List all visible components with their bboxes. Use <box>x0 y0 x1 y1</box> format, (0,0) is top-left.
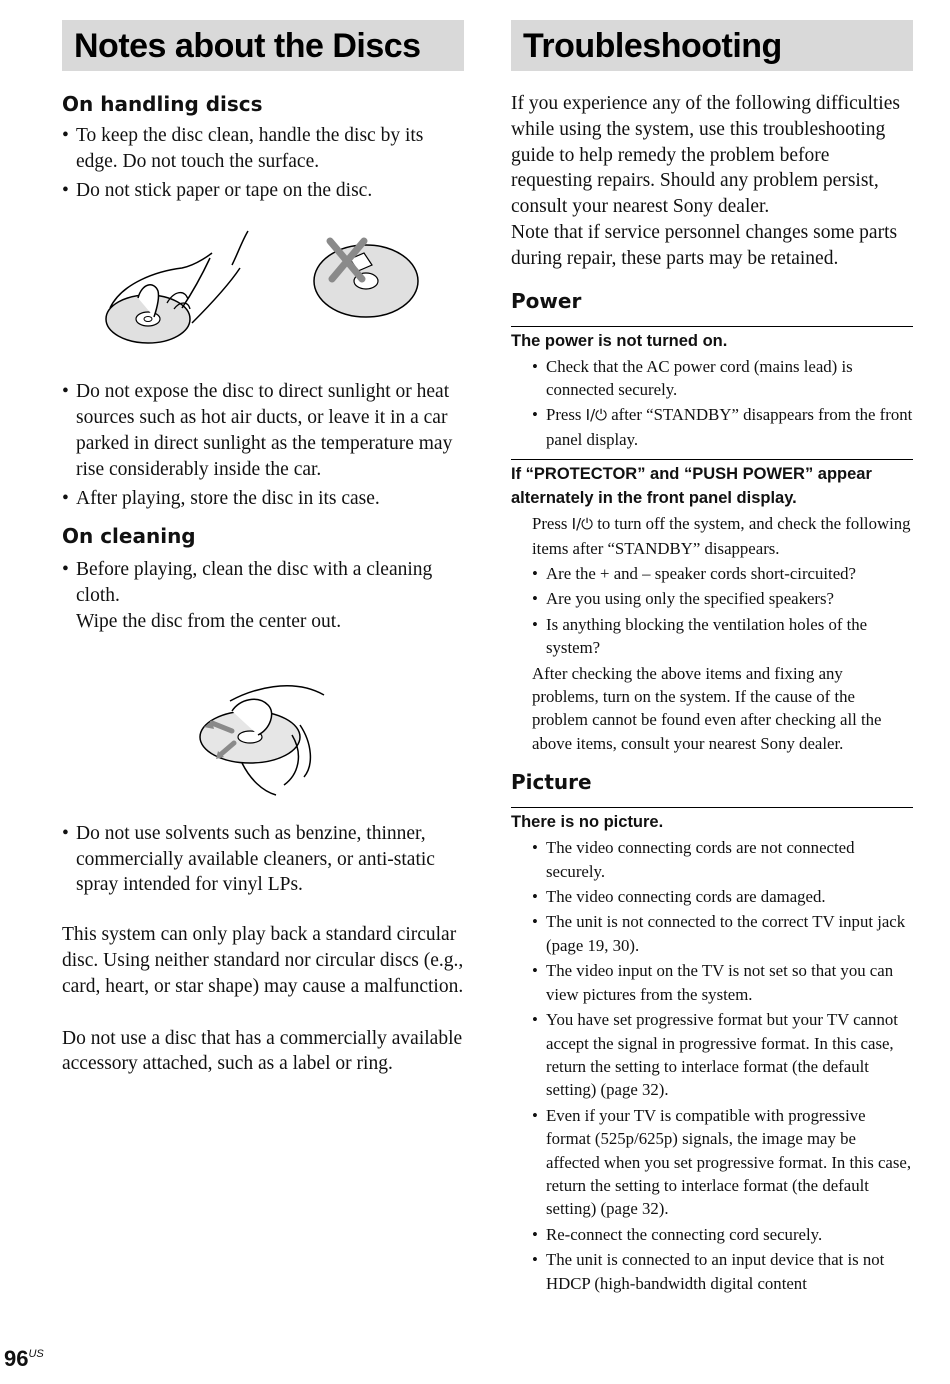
power-icon: I/⏻ <box>585 406 607 425</box>
disc-handling-illustration <box>62 213 464 365</box>
list-item: • Is anything blocking the ventilation holes of the system? <box>532 613 913 660</box>
list-item: • Are the + and – speaker cords short-circuited? <box>532 562 913 585</box>
list-item: • After playing, store the disc in its case. <box>62 486 464 512</box>
intro-paragraph: If you experience any of the following difficulties while using the system, use this troubleshooting guide to help remedy the problem before requesting repairs. Should any problem persist, consult your nearest Sony dealer. <box>511 93 900 218</box>
cleaning-list-a <box>62 557 464 634</box>
cleaning-list-b <box>62 821 464 898</box>
right-column <box>511 20 913 1297</box>
protector-after-text: After checking the above items and fixing any problems, turn on the system. If the cause of the problem cannot be found even after checking all the above items, consult your nearest Sony dealer. <box>532 663 882 753</box>
section-title-discs: Notes about the Discs <box>62 20 464 71</box>
heading-handling: On handling discs <box>62 92 263 116</box>
issue-protector: If “PROTECTOR” and “PUSH POWER” appear alternately in the front panel display. <box>511 459 913 510</box>
list-item: • The video connecting cords are not connected securely. <box>532 836 913 883</box>
cleaning-item-line2: Wipe the disc from the center out. <box>76 610 342 632</box>
heading-picture: Picture <box>511 770 592 795</box>
page-number-suffix: US <box>28 1348 44 1360</box>
list-item: • You have set progressive format but your TV cannot accept the signal in progressive format. In this case, return the setting to interlace format (the default setting) (page 32). <box>532 1008 913 1102</box>
list-item: • Check that the AC power cord (mains lead) is connected securely. <box>532 355 913 402</box>
handling-list-a <box>62 123 464 203</box>
list-item: • Do not use solvents such as benzine, thinner, commercially available cleaners, or anti-static spray intended for vinyl LPs. <box>62 821 464 898</box>
list-item: • Even if your TV is compatible with progressive format (525p/625p) signals, the image may be affected when you set progressive format. In this case, return the setting to interlace format (the default setting) (page 32). <box>532 1104 913 1221</box>
section-title-troubleshooting: Troubleshooting <box>511 20 913 71</box>
list-item: • Re-connect the connecting cord securely. <box>532 1223 913 1246</box>
handling-list-b <box>62 379 464 511</box>
list-item <box>532 403 913 451</box>
protector-instruction <box>511 512 913 560</box>
protector-checklist <box>511 562 913 660</box>
cleaning-disc-icon <box>62 655 464 805</box>
list-item: • The video input on the TV is not set so that you can view pictures from the system. <box>532 959 913 1006</box>
picture-list <box>511 836 913 1295</box>
page-number-value: 96 <box>4 1346 29 1371</box>
power-list-1 <box>511 355 913 452</box>
heading-cleaning: On cleaning <box>62 524 196 549</box>
disc-cleaning-illustration <box>62 655 464 805</box>
heading-power: Power <box>511 288 582 313</box>
list-item: • Do not expose the disc to direct sunlight or heat sources such as hot air ducts, or leave it in a car parked in direct sunlight as the temperature may rise considerably inside the car. <box>62 379 464 482</box>
list-item <box>62 557 464 634</box>
protector-instruction-text: to turn off the system, and check the following items after “STANDBY” disappears. <box>532 514 911 558</box>
list-item: • The unit is connected to an input device that is not HDCP (high-bandwidth digital content <box>532 1248 913 1295</box>
intro-note: Note that if service personnel changes some parts during repair, these parts may be retained. <box>511 221 898 269</box>
list-item: • Do not stick paper or tape on the disc. <box>62 178 464 204</box>
paragraph-accessory: Do not use a disc that has a commercially available accessory attached, such as a label or ring. <box>62 1027 463 1075</box>
issue-no-picture: There is no picture. <box>511 807 913 834</box>
list-item: • To keep the disc clean, handle the disc by its edge. Do not touch the surface. <box>62 123 464 175</box>
press-text: Press <box>532 514 568 534</box>
hand-holding-disc-icon <box>62 213 464 365</box>
standby-text: after “STANDBY” disappears from the front panel display. <box>546 405 913 449</box>
list-item: • Are you using only the specified speakers? <box>532 587 913 610</box>
list-item: • The unit is not connected to the correct TV input jack (page 19, 30). <box>532 910 913 957</box>
issue-power-not-on: The power is not turned on. <box>511 326 913 353</box>
left-column <box>62 20 464 1077</box>
power-icon: I/⏻ <box>571 515 593 534</box>
paragraph-circular-disc: This system can only play back a standard circular disc. Using neither standard nor circular discs (e.g., card, heart, or star shape) may cause a malfunction. <box>62 924 464 997</box>
list-item: • The video connecting cords are damaged. <box>532 885 913 908</box>
cleaning-item-line1: Before playing, clean the disc with a cleaning cloth. <box>76 559 433 607</box>
press-text: Press <box>546 405 582 425</box>
page-number <box>4 1346 44 1372</box>
